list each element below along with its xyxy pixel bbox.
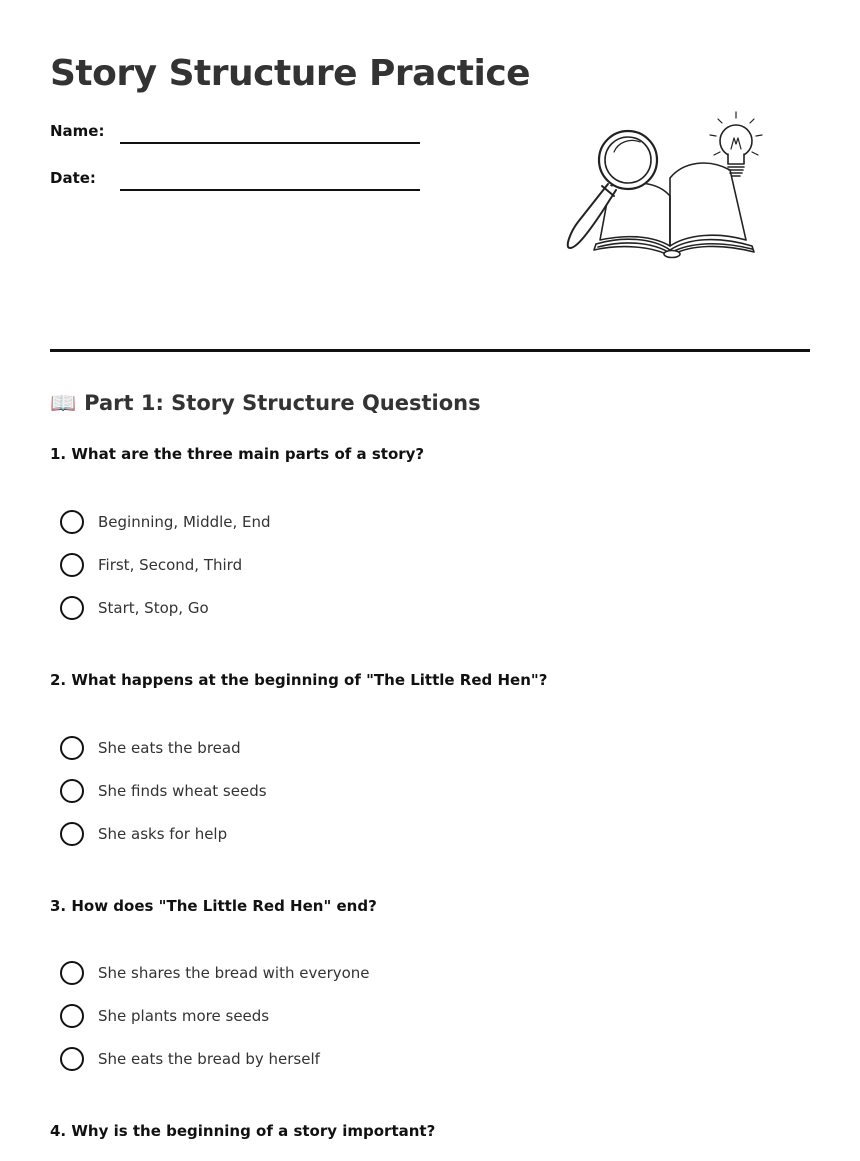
date-field[interactable] [50, 165, 430, 195]
option-label: Beginning, Middle, End [98, 513, 271, 531]
section-title-text: Part 1: Story Structure Questions [84, 391, 481, 415]
name-label: Name: [50, 122, 105, 140]
radio-button[interactable] [60, 596, 84, 620]
radio-button[interactable] [60, 553, 84, 577]
option-label: She eats the bread by herself [98, 1050, 320, 1068]
open-book-icon: 📖 [50, 391, 77, 415]
option-label: She asks for help [98, 825, 228, 843]
question-3-option-2[interactable] [60, 1004, 560, 1030]
question-3-option-1[interactable] [60, 961, 560, 987]
radio-button[interactable] [60, 736, 84, 760]
option-label: First, Second, Third [98, 556, 243, 574]
option-label: She shares the bread with everyone [98, 964, 370, 982]
section-title [50, 388, 481, 418]
question-1-option-3[interactable] [60, 596, 560, 622]
date-line[interactable] [120, 189, 420, 191]
page-title: Story Structure Practice [50, 53, 531, 94]
question-1-option-2[interactable] [60, 553, 560, 579]
section-divider [50, 349, 810, 352]
name-line[interactable] [120, 142, 420, 144]
radio-button[interactable] [60, 1047, 84, 1071]
radio-button[interactable] [60, 510, 84, 534]
question-4: 4. Why is the beginning of a story important? [50, 1122, 436, 1140]
option-label: Start, Stop, Go [98, 599, 209, 617]
radio-button[interactable] [60, 961, 84, 985]
question-2-option-1[interactable] [60, 736, 560, 762]
option-label: She plants more seeds [98, 1007, 270, 1025]
radio-button[interactable] [60, 1004, 84, 1028]
book-magnifier-lightbulb-illustration [558, 108, 768, 260]
question-3: 3. How does "The Little Red Hen" end? [50, 897, 377, 915]
question-2-option-3[interactable] [60, 822, 560, 848]
option-label: She finds wheat seeds [98, 782, 267, 800]
name-field[interactable] [50, 118, 430, 148]
question-2: 2. What happens at the beginning of "The Little Red Hen"? [50, 671, 548, 689]
date-label: Date: [50, 169, 96, 187]
radio-button[interactable] [60, 779, 84, 803]
radio-button[interactable] [60, 822, 84, 846]
question-1: 1. What are the three main parts of a story? [50, 445, 425, 463]
question-1-option-1[interactable] [60, 510, 560, 536]
question-2-option-2[interactable] [60, 779, 560, 805]
option-label: She eats the bread [98, 739, 241, 757]
question-3-option-3[interactable] [60, 1047, 560, 1073]
